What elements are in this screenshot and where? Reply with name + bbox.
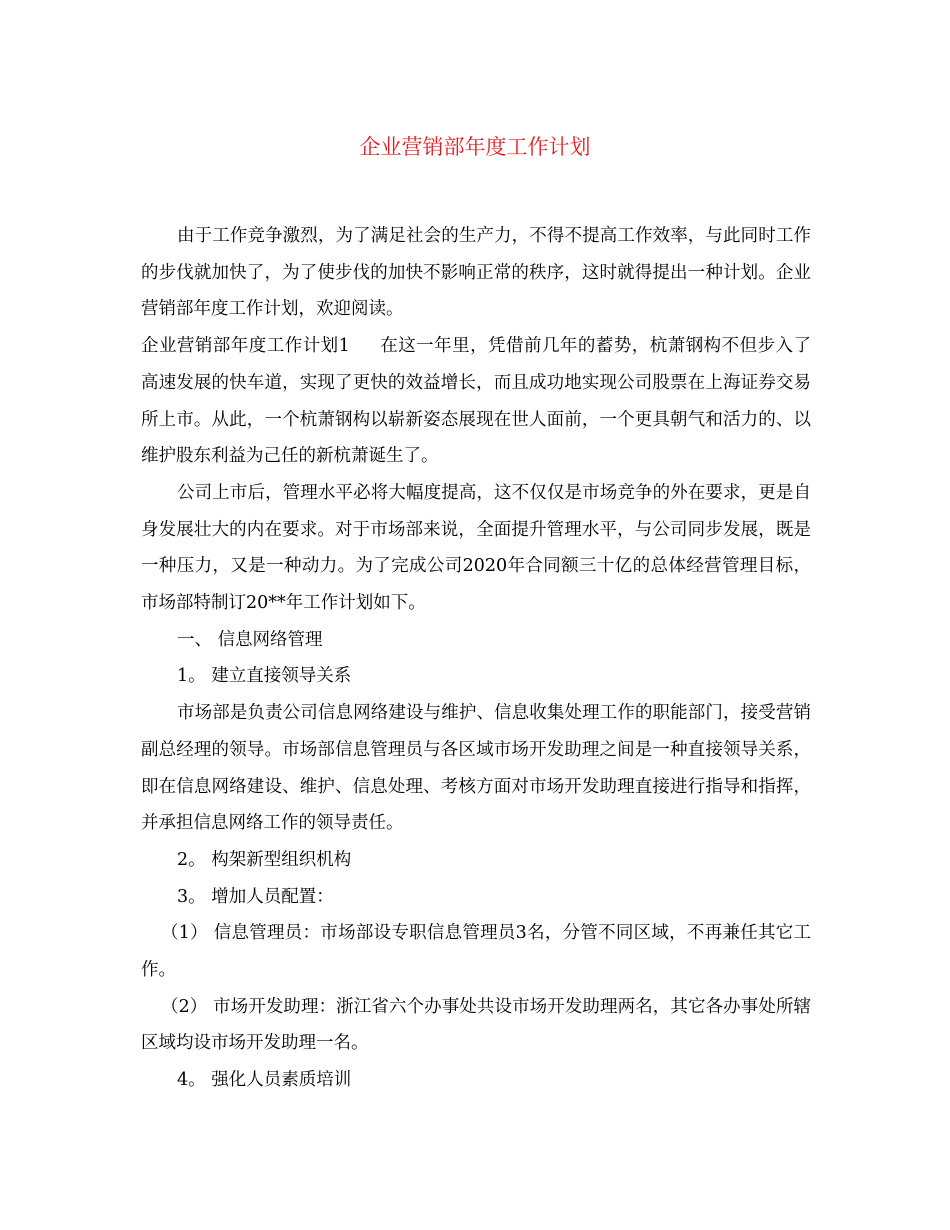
section-text: 在这一年里，凭借前几年的蓄势，杭萧钢构不但步入了高速发展的快车道，实现了更快的效益增长，而且成功地实现公司股票在上海证券交易所上市。从此，一个杭萧钢构以崭新姿态展现在世人面前，一个更具朝气和活力的、以维护股东利益为己任的新杭萧诞生了。 [141,336,811,467]
intro-paragraph: 由于工作竞争激烈，为了满足社会的生产力，不得不提高工作效率，与此同时工作的步伐就加快了，为了使步伐的加快不影响正常的秩序，这时就得提出一种计划。企业营销部年度工作计划，欢迎阅读。 [141,226,811,320]
section-heading: 企业营销部年度工作计划1 [141,336,350,357]
item-1-text: 市场部是负责公司信息网络建设与维护、信息收集处理工作的职能部门，接受营销副总经理的领导。市场部信息管理员与各区域市场开发助理之间是一种直接领导关系，即在信息网络建设、维护、信息处理、考核方面对市场开发助理直接进行指导和指挥，并承担信息网络工作的领导责任。 [141,703,811,834]
item-3: 3。 增加人员配置： [177,886,334,907]
heading-1: 一、 信息网络管理 [177,629,323,650]
item-2: 2。 构架新型组织机构 [177,849,352,870]
document-title: 企业营销部年度工作计划 [359,135,591,159]
sub-item-2: （2） 市场开发助理：浙江省六个办事处共设市场开发助理两名，其它各办事处所辖区域均设市场开发助理一名。 [141,996,811,1054]
section-paragraph [141,328,811,475]
paragraph-2: 公司上市后，管理水平必将大幅度提高，这不仅仅是市场竞争的外在要求，更是自身发展壮大的内在要求。对于市场部来说，全面提升管理水平，与公司同步发展，既是一种压力，又是一种动力。为了完成公司2020年合同额三十亿的总体经营管理目标，市场部特制订20**年工作计划如下。 [141,482,811,614]
item-1: 1。 建立直接领导关系 [177,666,352,687]
sub-item-1: （1） 信息管理员：市场部设专职信息管理员3名，分管不同区域，不再兼任其它工作。 [141,923,811,981]
document-body [141,218,811,1099]
item-4: 4。 强化人员素质培训 [177,1070,352,1091]
